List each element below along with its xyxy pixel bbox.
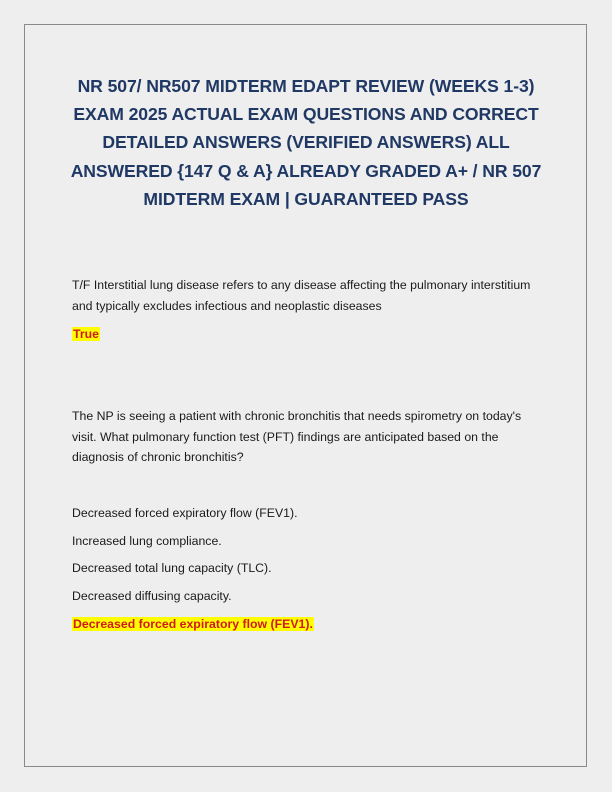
question-2-text: The NP is seeing a patient with chronic bronchitis that needs spirometry on today's visit. What pulmonary function test (PFT) findings are anticipated based on the diagnosis of chronic bronchitis?: [72, 409, 522, 464]
question-1-answer: [72, 326, 100, 342]
question-1-text: T/F Interstitial lung disease refers to any disease affecting the pulmonary interstitium and typically excludes infectious and neoplastic diseases: [72, 278, 531, 313]
question-2-option-2: Increased lung compliance.: [72, 534, 222, 548]
answer-highlight: True: [73, 327, 99, 341]
question-2-option-3: Decreased total lung capacity (TLC).: [72, 561, 272, 575]
answer-highlight: Decreased forced expiratory flow (FEV1).: [73, 617, 313, 631]
question-2-option-4: Decreased diffusing capacity.: [72, 589, 232, 603]
question-2-option-1: Decreased forced expiratory flow (FEV1).: [72, 506, 298, 520]
question-2-answer: [72, 616, 314, 632]
document-title: NR 507/ NR507 MIDTERM EDAPT REVIEW (WEEKS 1-3) EXAM 2025 ACTUAL EXAM QUESTIONS AND CORRECT DETAILED ANSWERS (VERIFIED ANSWERS) ALL ANSWERED {147 Q & A} ALREADY GRADED A+ / NR 507 MIDTERM EXAM | GUARANTEED PASS: [70, 76, 542, 209]
